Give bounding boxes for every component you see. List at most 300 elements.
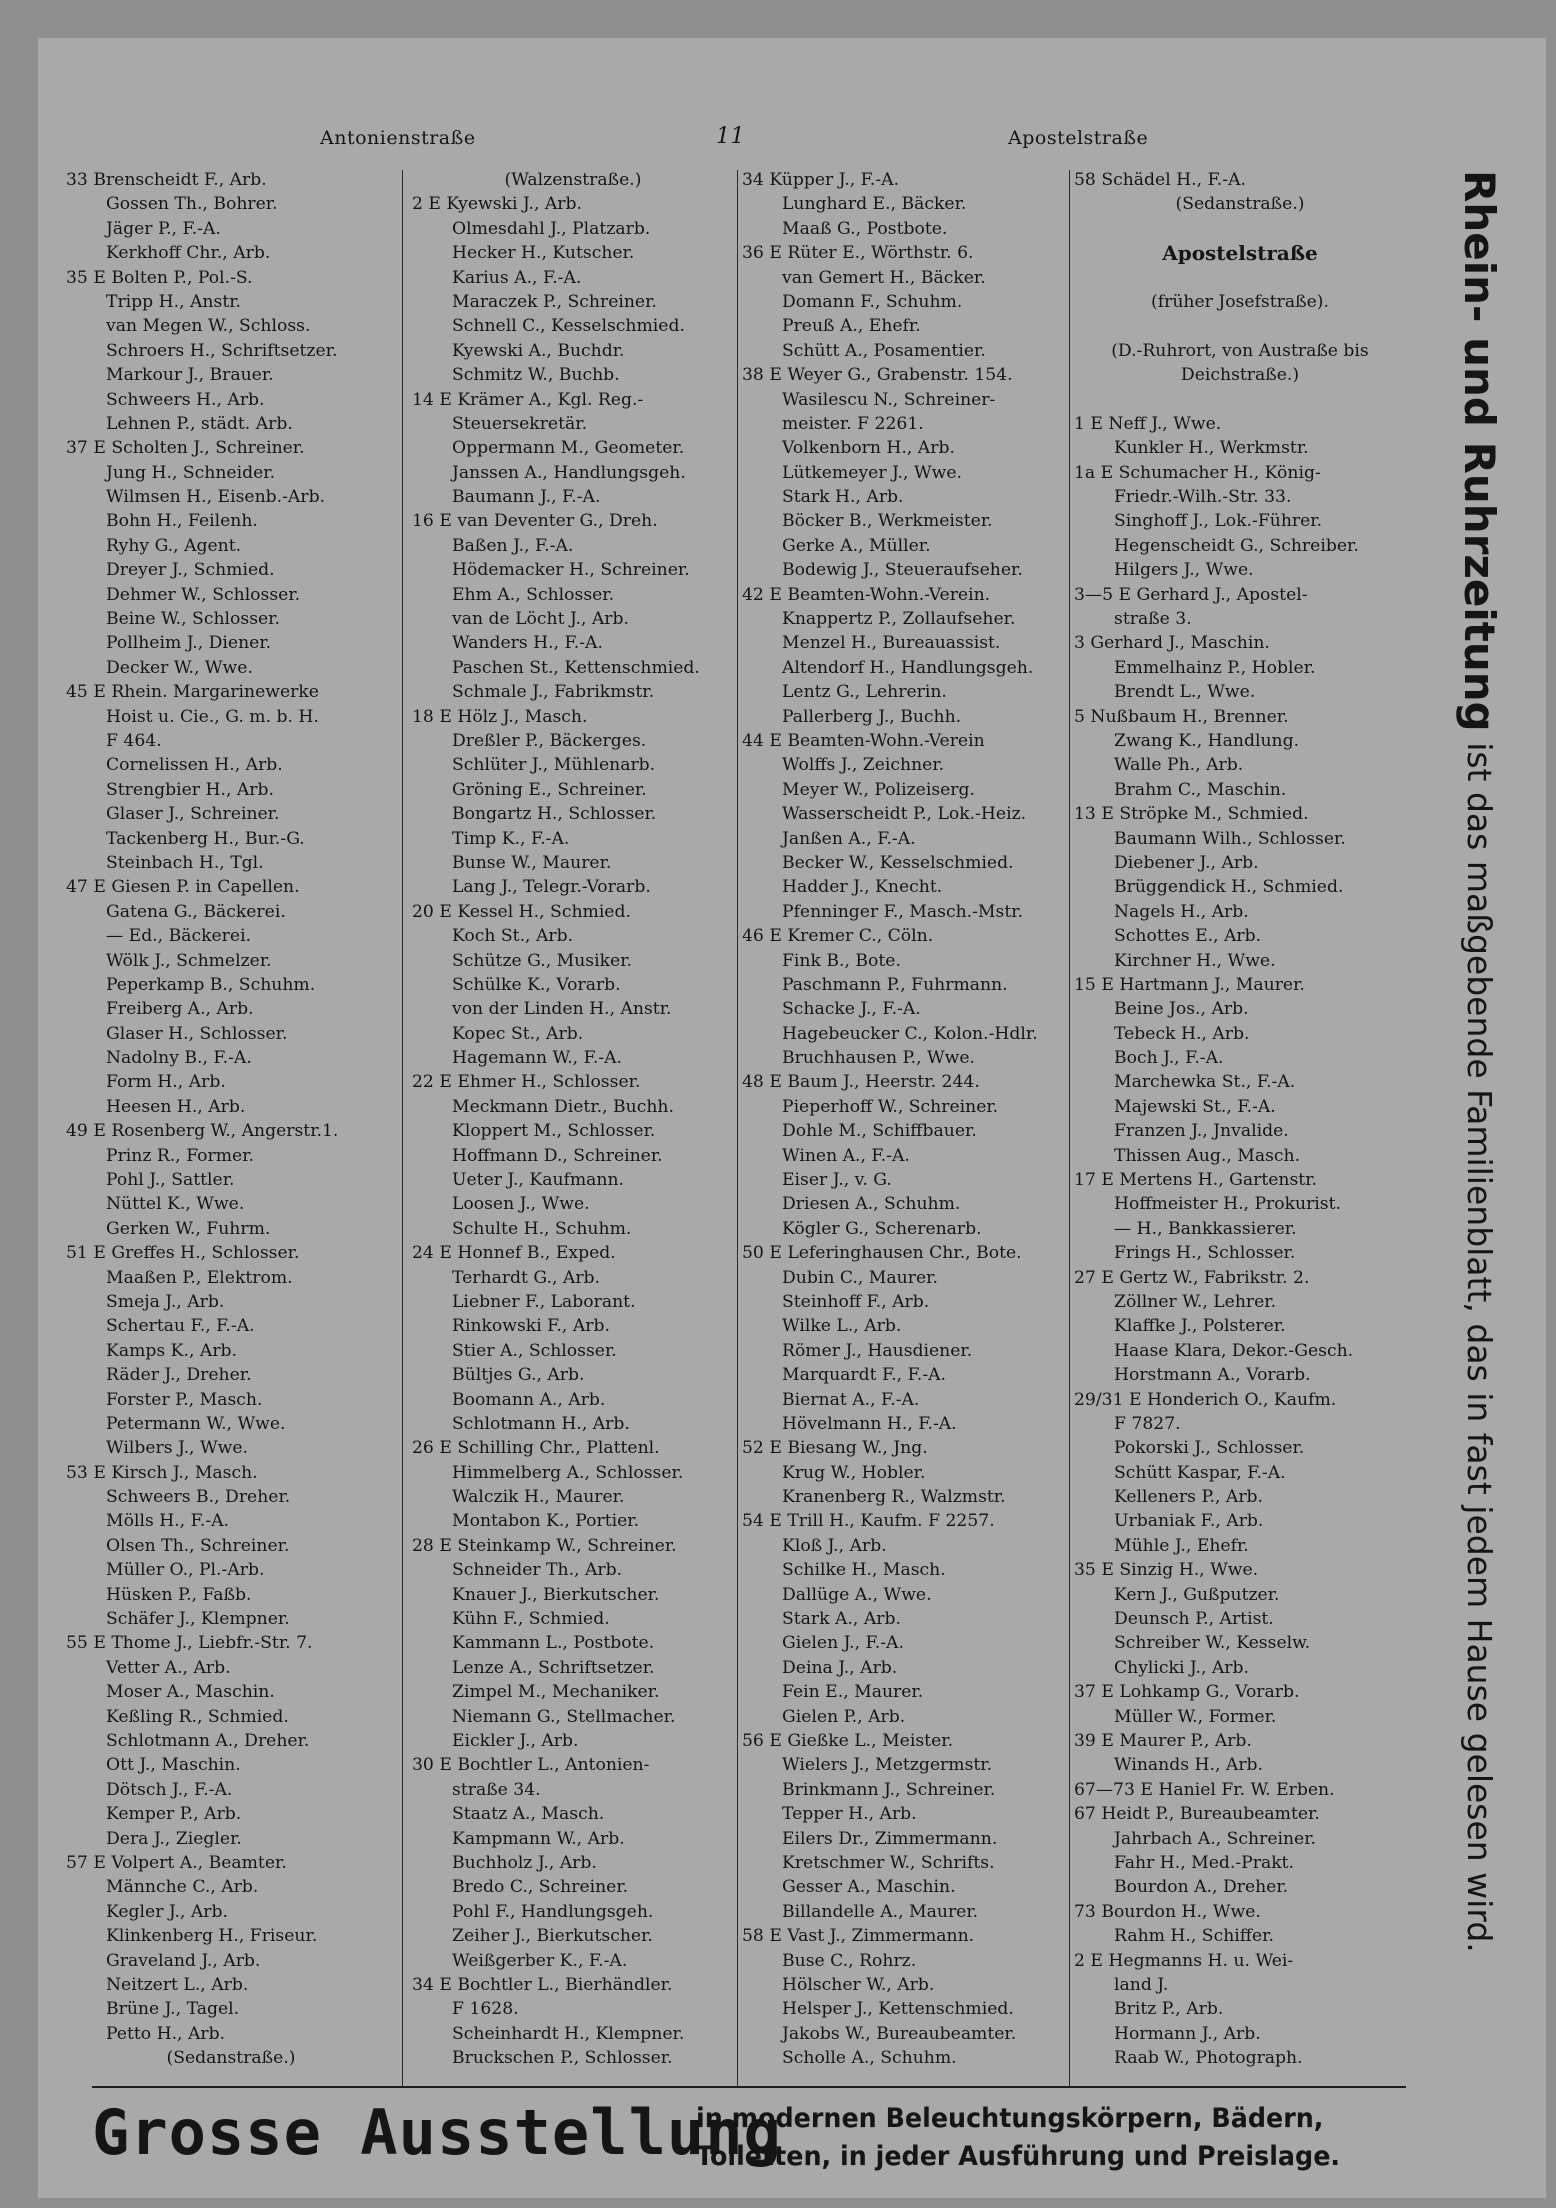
directory-entry-line: Knauer J., Bierkutscher. [452,1584,660,1605]
directory-entry-line: Bodewig J., Steueraufseher. [782,560,1023,581]
directory-entry-line: Himmelberg A., Schlosser. [452,1462,684,1483]
directory-entry-line: Tripp H., Anstr. [106,291,242,312]
directory-entry-line: Kerkhoff Chr., Arb. [106,243,271,264]
directory-entry-line: Vetter A., Arb. [106,1657,231,1678]
blank-line [1074,314,1406,338]
directory-column-2 [412,168,734,2070]
directory-entry-line: Stark A., Arb. [782,1609,901,1630]
directory-entry-line: 35 E Bolten P., Pol.-S. [66,267,253,288]
directory-entry-line: 16 E van Deventer G., Dreh. [412,511,658,532]
directory-entry-line: meister. F 2261. [782,413,924,434]
directory-entry-line: Thissen Aug., Masch. [1114,1145,1301,1166]
directory-entry-line: Paschmann P., Fuhrmann. [782,974,1008,995]
directory-entry-line: Rinkowski F., Arb. [452,1316,610,1337]
bottom-ad-line-2: Toiletten, in jeder Ausführung und Preislage. [696,2141,1341,2172]
directory-entry-line: Deina J., Arb. [782,1657,898,1678]
directory-entry-line: Liebner F., Laborant. [452,1291,636,1312]
directory-entry-line: Boch J., F.-A. [1114,1048,1224,1069]
directory-entry-line: van de Löcht J., Arb. [452,609,629,630]
directory-entry-line: Schütt A., Posamentier. [782,340,986,361]
directory-entry-line: Petto H., Arb. [106,2023,226,2044]
directory-entry-line: Meckmann Dietr., Buchh. [452,1096,674,1117]
directory-entry-line: Kirchner H., Wwe. [1114,950,1276,971]
directory-entry-line: Kemper P., Arb. [106,1804,242,1825]
running-header-left: Antonienstraße [320,127,476,149]
directory-entry-line: Gerke A., Müller. [782,535,931,556]
directory-entry-line: Dehmer W., Schlosser. [106,584,301,605]
directory-entry-line: Kloppert M., Schlosser. [452,1121,656,1142]
directory-entry-line: Hagemann W., F.-A. [452,1048,622,1069]
directory-entry-line: 36 E Rüter E., Wörthstr. 6. [742,243,974,264]
directory-entry-line: Hegenscheidt G., Schreiber. [1114,535,1359,556]
directory-entry-line: 20 E Kessel H., Schmied. [412,901,631,922]
directory-entry-line: Marchewka St., F.-A. [1114,1072,1296,1093]
directory-entry-line: Nüttel K., Wwe. [106,1194,245,1215]
directory-entry-line: Klinkenberg H., Friseur. [106,1926,318,1947]
directory-entry-line: Hoffmann D., Schreiner. [452,1145,663,1166]
directory-entry-line: F 464. [106,730,162,751]
directory-entry-line: Wasilescu N., Schreiner- [782,389,996,410]
directory-entry-line: 26 E Schilling Chr., Plattenl. [412,1438,660,1459]
directory-entry-line: 18 E Hölz J., Masch. [412,706,588,727]
directory-column-3 [742,168,1070,2070]
directory-entry-line: Nagels H., Arb. [1114,901,1249,922]
directory-entry-line: Meyer W., Polizeiserg. [782,779,975,800]
directory-entry-line: 2 E Kyewski J., Arb. [412,194,582,215]
directory-entry-line: (Sedanstraße.) [166,2048,296,2069]
bottom-ad-details [696,2100,1340,2176]
directory-entry-line: Gerken W., Fuhrm. [106,1218,271,1239]
directory-entry-line: Paschen St., Kettenschmied. [452,657,700,678]
directory-entry-line: Brüggendick H., Schmied. [1114,877,1344,898]
directory-entry-line: Schulte H., Schuhm. [452,1218,632,1239]
directory-entry-line: Hölscher W., Arb. [782,1974,935,1995]
directory-entry-line: 55 E Thome J., Liebfr.-Str. 7. [66,1633,313,1654]
directory-entry-line: Peperkamp B., Schuhm. [106,974,316,995]
directory-entry-line: Keßling R., Schmied. [106,1706,289,1727]
directory-entry-line: Schacke J., F.-A. [782,999,921,1020]
directory-entry-line: Glaser J., Schreiner. [106,804,280,825]
directory-entry-line: Loosen J., Wwe. [452,1194,590,1215]
directory-entry-line: Franzen J., Jnvalide. [1114,1121,1289,1142]
directory-entry-line: Mühle J., Ehefr. [1114,1535,1249,1556]
directory-entry-line: Staatz A., Masch. [452,1804,605,1825]
directory-entry-line: Bruckschen P., Schlosser. [452,2048,673,2069]
directory-entry-line: 44 E Beamten-Wohn.-Verein [742,730,985,751]
directory-entry-line: Bültjes G., Arb. [452,1365,585,1386]
directory-entry-line: Ueter J., Kaufmann. [452,1170,625,1191]
directory-entry-line: Tackenberg H., Bur.-G. [106,828,305,849]
directory-entry-line: Pokorski J., Schlosser. [1114,1438,1305,1459]
directory-entry-line: Forster P., Masch. [106,1389,263,1410]
directory-entry-line: Scholle A., Schuhm. [782,2048,957,2069]
directory-entry-line: Steinhoff F., Arb. [782,1291,930,1312]
directory-entry-line: Urbaniak F., Arb. [1114,1511,1264,1532]
directory-entry-line: 45 E Rhein. Margarinewerke [66,682,319,703]
directory-entry-line: Römer J., Hausdiener. [782,1340,973,1361]
directory-entry-line: Timp K., F.-A. [452,828,570,849]
directory-entry-line: 13 E Ströpke M., Schmied. [1074,804,1309,825]
directory-entry-line: Wölk J., Schmelzer. [106,950,272,971]
directory-entry-line: 2 E Hegmanns H. u. Wei- [1074,1950,1294,1971]
directory-entry-line: Deunsch P., Artist. [1114,1609,1274,1630]
directory-entry-line: 37 E Scholten J., Schreiner. [66,438,305,459]
directory-entry-line: Brinkmann J., Schreiner. [782,1779,996,1800]
side-ad-text: ist das maßgebende Familienblatt, das in fast jedem Hause gelesen wird. [1460,731,1499,1953]
directory-entry-line: Lehnen P., städt. Arb. [106,413,293,434]
directory-entry-line: Lenze A., Schriftsetzer. [452,1657,655,1678]
directory-entry-line: Janßen A., F.-A. [782,828,916,849]
directory-entry-line: straße 3. [1114,609,1192,630]
directory-entry-line: Helsper J., Kettenschmied. [782,1999,1014,2020]
directory-entry-line: Buse C., Rohrz. [782,1950,917,1971]
directory-entry-line: Moser A., Maschin. [106,1682,275,1703]
directory-entry-line: Müller W., Former. [1114,1706,1277,1727]
directory-entry-line: Klaffke J., Polsterer. [1114,1316,1286,1337]
directory-entry-line: Kögler G., Scherenarb. [782,1218,982,1239]
directory-entry-line: Strengbier H., Arb. [106,779,274,800]
directory-entry-line: 1a E Schumacher H., König- [1074,462,1321,483]
directory-entry-line: Niemann G., Stellmacher. [452,1706,676,1727]
directory-entry-line: Stark H., Arb. [782,487,904,508]
directory-entry-line: Graveland J., Arb. [106,1950,261,1971]
directory-entry-line: 51 E Greffes H., Schlosser. [66,1243,300,1264]
directory-entry-line: Schütze G., Musiker. [452,950,633,971]
directory-entry-line: Maaß G., Postbote. [782,218,948,239]
directory-entry-line: Kranenberg R., Walzmstr. [782,1487,1006,1508]
directory-entry-line: Baßen J., F.-A. [452,535,574,556]
directory-entry-line: Cornelissen H., Arb. [106,755,283,776]
directory-entry-line: Dohle M., Schiffbauer. [782,1121,977,1142]
directory-entry-line: Eickler J., Arb. [452,1731,579,1751]
directory-entry-line: Buchholz J., Arb. [452,1852,597,1873]
directory-entry-line: Tebeck H., Arb. [1114,1023,1250,1044]
directory-entry-line: Jakobs W., Bureaubeamter. [782,2023,1017,2044]
directory-entry-line: Hödemacker H., Schreiner. [452,560,690,581]
directory-entry-line: Wanders H., F.-A. [452,633,603,654]
directory-entry-line: Horstmann A., Vorarb. [1114,1365,1311,1386]
bottom-ad-line-1: in modernen Beleuchtungskörpern, Bädern, [696,2103,1324,2134]
directory-entry-line: Schweers H., Arb. [106,389,265,410]
directory-entry-line: Neitzert L., Arb. [106,1974,249,1995]
directory-entry-line: Marquardt F., F.-A. [782,1365,946,1386]
directory-entry-line: Menzel H., Bureauassist. [782,633,1001,654]
directory-entry-line: Preuß A., Ehefr. [782,316,921,337]
directory-entry-line: Form H., Arb. [106,1072,226,1093]
directory-entry-line: Singhoff J., Lok.-Führer. [1114,511,1323,532]
directory-entry-line: Männche C., Arb. [106,1877,259,1898]
directory-entry-line: 58 Schädel H., F.-A. [1074,170,1246,190]
directory-entry-line: Ott J., Maschin. [106,1755,241,1776]
directory-entry-line: Fahr H., Med.-Prakt. [1114,1852,1294,1873]
directory-entry-line: Pohl J., Sattler. [106,1170,235,1191]
directory-entry-line: Altendorf H., Handlungsgeh. [782,657,1034,678]
directory-entry-line: Dallüge A., Wwe. [782,1584,932,1605]
directory-entry-line: van Megen W., Schloss. [106,316,311,337]
blank-line [1074,217,1406,241]
directory-entry-line: Kunkler H., Werkmstr. [1114,438,1309,459]
directory-entry-line: Dera J., Ziegler. [106,1828,242,1849]
directory-entry-line: Hecker H., Kutscher. [452,243,635,264]
directory-entry-line: 38 E Weyer G., Grabenstr. 154. [742,365,1013,386]
directory-entry-line: Jahrbach A., Schreiner. [1114,1828,1317,1849]
directory-entry-line: Weißgerber K., F.-A. [452,1950,628,1971]
directory-entry-line: 27 E Gertz W., Fabrikstr. 2. [1074,1267,1310,1288]
directory-entry-line: Maaßen P., Elektrom. [106,1267,293,1288]
directory-entry-line: Ryhy G., Agent. [106,535,242,556]
directory-entry-line: land J. [1114,1974,1169,1995]
directory-entry-line: Brüne J., Tagel. [106,1999,240,2020]
directory-entry-line: (Sedanstraße.) [1175,194,1305,215]
directory-entry-line: Driesen A., Schuhm. [782,1194,961,1215]
directory-entry-line: Schlotmann H., Arb. [452,1413,630,1434]
directory-entry-line: Oppermann M., Geometer. [452,438,685,459]
directory-entry-line: Lunghard E., Bäcker. [782,194,967,215]
directory-entry-line: Baumann Wilh., Schlosser. [1114,828,1346,849]
directory-entry-line: Eilers Dr., Zimmermann. [782,1828,998,1849]
directory-entry-line: Hormann J., Arb. [1114,2023,1261,2044]
directory-entry-line: Eiser J., v. G. [782,1170,892,1191]
directory-entry-line: Tepper H., Arb. [782,1804,917,1825]
directory-entry-line: Heesen H., Arb. [106,1096,246,1117]
directory-entry-line: Schütt Kaspar, F.-A. [1114,1462,1286,1483]
directory-entry-line: Schertau F., F.-A. [106,1316,255,1337]
page-number: 11 [716,124,745,149]
blank-line [1074,266,1406,290]
directory-entry-line: — H., Bankkassierer. [1114,1218,1297,1239]
directory-entry-line: 3—5 E Gerhard J., Apostel- [1074,584,1308,605]
directory-entry-line: Karius A., F.-A. [452,267,582,288]
directory-entry-line: (Walzenstraße.) [504,170,642,190]
column-divider [737,170,738,2086]
directory-entry-line: Jäger P., F.-A. [106,218,221,239]
directory-entry-line: Becker W., Kesselschmied. [782,852,1014,873]
directory-entry-line: — Ed., Bäckerei. [106,926,252,947]
directory-entry-line: 56 E Gießke L., Meister. [742,1731,954,1751]
directory-entry-line: Dreyer J., Schmied. [106,560,275,581]
directory-entry-line: Winands H., Arb. [1114,1755,1264,1776]
directory-entry-line: Fein E., Maurer. [782,1682,924,1703]
directory-entry-line: F 1628. [452,1999,519,2020]
directory-entry-line: Lentz G., Lehrerin. [782,682,947,703]
directory-entry-line: 52 E Biesang W., Jng. [742,1438,928,1459]
directory-entry-line: Mölls H., F.-A. [106,1511,229,1532]
directory-entry-line: 47 E Giesen P. in Capellen. [66,877,300,898]
directory-entry-line: 54 E Trill H., Kaufm. F 2257. [742,1511,995,1532]
directory-entry-line: Baumann J., F.-A. [452,487,601,508]
directory-entry-line: Müller O., Pl.-Arb. [106,1560,265,1581]
directory-entry-line: Decker W., Wwe. [106,657,253,678]
directory-entry-line: Wilmsen H., Eisenb.-Arb. [106,487,326,508]
vertical-advertisement [1455,170,1504,1953]
directory-entry-line: Hoist u. Cie., G. m. b. H. [106,706,319,727]
directory-entry-line: Kretschmer W., Schrifts. [782,1852,995,1873]
directory-entry-line: Kampmann W., Arb. [452,1828,625,1849]
directory-entry-line: Walczik H., Maurer. [452,1487,625,1508]
directory-entry-line: Schlotmann A., Dreher. [106,1731,310,1751]
directory-entry-line: 1 E Neff J., Wwe. [1074,413,1222,434]
directory-entry-line: Friedr.-Wilh.-Str. 33. [1114,487,1292,508]
directory-entry-line: van Gemert H., Bäcker. [782,267,986,288]
directory-entry-line: Steinbach H., Tgl. [106,852,264,873]
directory-entry-line: Chylicki J., Arb. [1114,1657,1249,1678]
section-heading: Apostelstraße [1162,241,1318,266]
directory-entry-line: Wasserscheidt P., Lok.-Heiz. [782,804,1027,825]
column-divider [402,170,403,2086]
directory-entry-line: Domann F., Schuhm. [782,291,963,312]
directory-entry-line: Hagebeucker C., Kolon.-Hdlr. [782,1023,1038,1044]
directory-entry-line: 57 E Volpert A., Beamter. [66,1852,287,1873]
directory-entry-line: straße 34. [452,1779,541,1800]
directory-entry-line: 73 Bourdon H., Wwe. [1074,1901,1261,1922]
directory-entry-line: 34 Küpper J., F.-A. [742,170,900,190]
directory-entry-line: 28 E Steinkamp W., Schreiner. [412,1535,677,1556]
directory-entry-line: Schneider Th., Arb. [452,1560,623,1581]
directory-entry-line: Kamps K., Arb. [106,1340,237,1361]
directory-entry-line: 34 E Bochtler L., Bierhändler. [412,1974,673,1995]
blank-line [1074,388,1406,412]
directory-entry-line: Schülke K., Vorarb. [452,974,621,995]
directory-entry-line: 35 E Sinzig H., Wwe. [1074,1560,1259,1581]
directory-entry-line: Hadder J., Knecht. [782,877,943,898]
directory-entry-line: Majewski St., F.-A. [1114,1096,1276,1117]
directory-entry-line: Steuersekretär. [452,413,588,434]
directory-entry-line: 17 E Mertens H., Gartenstr. [1074,1170,1317,1191]
directory-entry-line: 67 Heidt P., Bureaubeamter. [1074,1804,1320,1825]
directory-entry-line: Biernat A., F.-A. [782,1389,920,1410]
directory-entry-line: Zimpel M., Mechaniker. [452,1682,660,1703]
directory-entry-line: Freiberg A., Arb. [106,999,254,1020]
directory-entry-line: 5 Nußbaum H., Brenner. [1074,706,1289,727]
directory-entry-line: Olmesdahl J., Platzarb. [452,218,651,239]
directory-entry-line: Maraczek P., Schreiner. [452,291,657,312]
directory-entry-line: 50 E Leferinghausen Chr., Bote. [742,1243,1022,1264]
directory-entry-line: Zeiher J., Bierkutscher. [452,1926,653,1947]
directory-entry-line: 53 E Kirsch J., Masch. [66,1462,258,1483]
directory-entry-line: Ehm A., Schlosser. [452,584,615,605]
side-ad-newspaper-name: Rhein- und Ruhrzeitung [1455,170,1504,732]
directory-entry-line: Krug W., Hobler. [782,1462,926,1483]
directory-entry-line: Emmelhainz P., Hobler. [1114,657,1316,678]
directory-entry-line: Olsen Th., Schreiner. [106,1535,290,1556]
directory-entry-line: Dreßler P., Bäckerges. [452,730,647,751]
directory-entry-line: Hilgers J., Wwe. [1114,560,1254,581]
directory-entry-line: Walle Ph., Arb. [1114,755,1244,776]
directory-entry-line: Winen A., F.-A. [782,1145,910,1166]
directory-entry-line: Beine W., Schlosser. [106,609,280,630]
directory-entry-line: Wilbers J., Wwe. [106,1438,248,1459]
directory-entry-line: (D.-Ruhrort, von Austraße bis [1111,340,1369,361]
directory-entry-line: Gossen Th., Bohrer. [106,194,278,215]
directory-entry-line: Scheinhardt H., Klempner. [452,2023,685,2044]
directory-entry-line: Stier A., Schlosser. [452,1340,617,1361]
directory-entry-line: Böcker B., Werkmeister. [782,511,993,532]
directory-entry-line: Hüsken P., Faßb. [106,1584,252,1605]
directory-entry-line: 49 E Rosenberg W., Angerstr.1. [66,1121,339,1142]
directory-entry-line: Schottes E., Arb. [1114,926,1262,947]
directory-entry-line: Bunse W., Maurer. [452,852,612,873]
directory-entry-line: Gielen P., Arb. [782,1706,906,1727]
directory-entry-line: Pfenninger F., Masch.-Mstr. [782,901,1024,922]
directory-entry-line: Kyewski A., Buchdr. [452,340,625,361]
directory-entry-line: Dötsch J., F.-A. [106,1779,233,1800]
directory-entry-line: 15 E Hartmann J., Maurer. [1074,974,1305,995]
directory-entry-line: Janssen A., Handlungsgeh. [452,462,686,483]
directory-entry-line: 67—73 E Haniel Fr. W. Erben. [1074,1779,1335,1800]
directory-entry-line: Kloß J., Arb. [782,1535,887,1556]
directory-entry-line: Hövelmann H., F.-A. [782,1413,957,1434]
directory-entry-line: 33 Brenscheidt F., Arb. [66,170,267,190]
directory-entry-line: Billandelle A., Maurer. [782,1901,979,1922]
directory-entry-line: Bredo C., Schreiner. [452,1877,629,1898]
directory-entry-line: Gröning E., Schreiner. [452,779,647,800]
directory-entry-line: 22 E Ehmer H., Schlosser. [412,1072,641,1093]
directory-entry-line: Schmale J., Fabrikmstr. [452,682,655,703]
directory-entry-line: Wielers J., Metzgermstr. [782,1755,993,1776]
directory-entry-line: Markour J., Brauer. [106,365,274,386]
directory-entry-line: Boomann A., Arb. [452,1389,606,1410]
directory-entry-line: Räder J., Dreher. [106,1365,252,1386]
directory-entry-line: Gielen J., F.-A. [782,1633,904,1654]
directory-entry-line: 58 E Vast J., Zimmermann. [742,1926,975,1947]
directory-entry-line: Haase Klara, Dekor.-Gesch. [1114,1340,1354,1361]
directory-entry-line: Diebener J., Arb. [1114,852,1259,873]
directory-entry-line: Schreiber W., Kesselw. [1114,1633,1311,1654]
directory-entry-line: Bohn H., Feilenh. [106,511,258,532]
directory-entry-line: Kelleners P., Arb. [1114,1487,1264,1508]
ad-separator-line [92,2086,1406,2088]
directory-entry-line: Montabon K., Portier. [452,1511,640,1532]
directory-entry-line: Frings H., Schlosser. [1114,1243,1296,1264]
directory-entry-line: Schroers H., Schriftsetzer. [106,340,338,361]
directory-entry-line: Pallerberg J., Buchh. [782,706,962,727]
directory-entry-line: Schäfer J., Klempner. [106,1609,290,1630]
directory-entry-line: 29/31 E Honderich O., Kaufm. [1074,1389,1337,1410]
bottom-ad-headline: Grosse Ausstellung [92,2096,782,2169]
directory-entry-line: Wolffs J., Zeichner. [782,755,945,776]
directory-entry-line: Petermann W., Wwe. [106,1413,286,1434]
directory-entry-line: Hoffmeister H., Prokurist. [1114,1194,1341,1215]
directory-entry-line: Kühn F., Schmied. [452,1609,610,1630]
directory-entry-line: 3 Gerhard J., Maschin. [1074,633,1270,654]
directory-entry-line: Kegler J., Arb. [106,1901,228,1922]
directory-entry-line: Bruchhausen P., Wwe. [782,1048,976,1069]
directory-column-4 [1074,168,1406,2070]
directory-entry-line: 46 E Kremer C., Cöln. [742,926,934,947]
directory-entry-line: Deichstraße.) [1180,365,1300,386]
directory-entry-line: Lang J., Telegr.-Vorarb. [452,877,651,898]
directory-entry-line: Schilke H., Masch. [782,1560,946,1581]
directory-entry-line: Schnell C., Kesselschmied. [452,316,685,337]
directory-entry-line: Jung H., Schneider. [106,462,276,483]
directory-entry-line: Brendt L., Wwe. [1114,682,1256,703]
directory-column-1 [66,168,396,2070]
directory-entry-line: 42 E Beamten-Wohn.-Verein. [742,584,991,605]
directory-entry-line: Nadolny B., F.-A. [106,1048,252,1069]
directory-entry-line: 24 E Honnef B., Exped. [412,1243,616,1264]
directory-entry-line: Gatena G., Bäckerei. [106,901,286,922]
directory-entry-line: Wilke L., Arb. [782,1316,902,1337]
directory-entry-line: Britz P., Arb. [1114,1999,1224,2020]
directory-entry-line: Raab W., Photograph. [1114,2048,1303,2069]
directory-entry-line: Dubin C., Maurer. [782,1267,938,1288]
directory-entry-line: Smeja J., Arb. [106,1291,225,1312]
directory-entry-line: Bourdon A., Dreher. [1114,1877,1289,1898]
directory-entry-line: von der Linden H., Anstr. [452,999,672,1020]
directory-entry-line: Bongartz H., Schlosser. [452,804,657,825]
directory-entry-line: Pollheim J., Diener. [106,633,272,654]
running-header-right: Apostelstraße [1008,127,1149,149]
